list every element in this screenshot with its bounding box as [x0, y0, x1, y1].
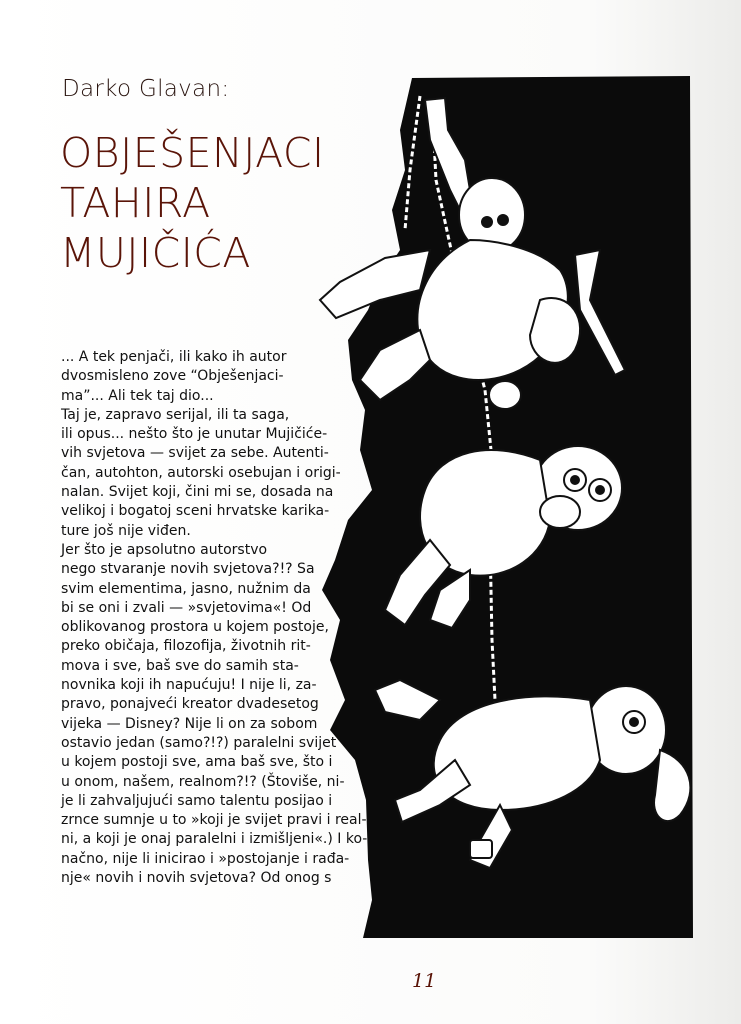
body-line: je li zahvaljujući samo talentu posijao i: [61, 792, 333, 809]
body-line: nalan. Svijet koji, čini mi se, dosada na: [61, 484, 334, 501]
body-line: načno, nije li inicirao i »postojanje i rađa-: [61, 850, 350, 867]
body-line: Taj je, zapravo serijal, ili ta saga,: [61, 406, 290, 423]
body-line: u onom, našem, realnom?!? (Štoviše, ni-: [61, 773, 345, 790]
body-line: oblikovanog prostora u kojem postoje,: [61, 619, 329, 636]
body-line: pravo, ponajveći kreator dvadesetog: [61, 696, 319, 713]
body-line: velikoj i bogatoj sceni hrvatske karika-: [61, 503, 330, 520]
body-line: ni, a koji je onaj paralelni i izmišljeni«.) I ko-: [61, 831, 368, 848]
body-line: preko običaja, filozofija, životnih rit-: [61, 638, 311, 655]
body-line: u kojem postoji sve, ama baš sve, što i: [61, 754, 333, 771]
body-line: dvosmisleno zove “Obješenjaci-: [61, 368, 284, 385]
body-line: vih svjetova — svijet za sebe. Autenti-: [61, 445, 329, 462]
page-number: 11: [412, 970, 437, 992]
title-line: OBJEŠENJACI: [60, 129, 325, 177]
body-line: ili opus... nešto što je unutar Mujičiće-: [61, 426, 328, 443]
body-line: nego stvaranje novih svjetova?!? Sa: [61, 561, 315, 578]
body-line: bi se oni i zvali — »svjetovima«! Od: [61, 599, 312, 616]
body-line: ... A tek penjači, ili kako ih autor: [61, 349, 287, 365]
body-line: ostavio jedan (samo?!?) paralelni svijet: [61, 734, 337, 751]
body-line: Jer što je apsolutno autorstvo: [61, 541, 268, 558]
body-line: čan, autohton, autorski osebujan i origi-: [61, 464, 341, 481]
title-line: TAHIRA: [60, 179, 211, 227]
body-line: ture još nije viđen.: [61, 522, 191, 539]
author-name: Darko Glavan:: [62, 76, 230, 102]
body-line: novnika koji ih napućuju! I nije li, za-: [61, 677, 317, 694]
article-title: [60, 128, 325, 278]
body-line: zrnce sumnje u to »koji je svijet pravi i real-: [61, 812, 367, 829]
body-line: ma”... Ali tek taj dio...: [61, 387, 214, 404]
body-line: vijeka — Disney? Nije li on za sobom: [61, 715, 318, 732]
body-line: mova i sve, baš sve do samih sta-: [61, 657, 299, 674]
title-line: MUJIČIĆA: [60, 229, 251, 277]
body-line: nje« novih i novih svjetova? Od onog s: [61, 870, 332, 887]
body-line: svim elementima, jasno, nužnim da: [61, 580, 311, 597]
article-body: [61, 348, 391, 888]
